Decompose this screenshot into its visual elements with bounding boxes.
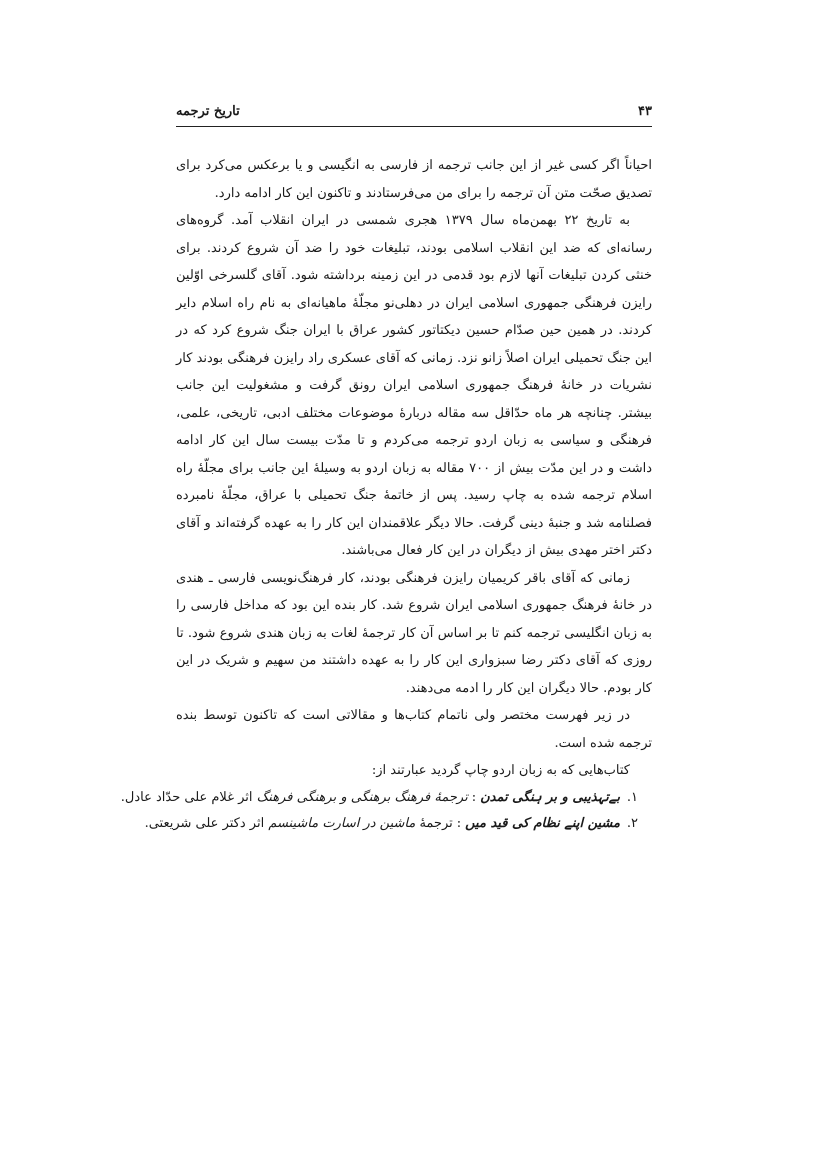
list-item: [144, 811, 638, 837]
paragraph-3: زمانی که آقای باقر کریمیان رایزن فرهنگی بودند، کار فرهنگ‌نویسی فارسی ـ هندی در خانهٔ فرهنگ جمهوری اسلامی ایران شروع شد. کار بنده این بود که مداخل فارسی را به زبان انگلیسی ترجمه کنم تا بر اساس آن کار ترجمهٔ لغات به زبان هندی شروع شود. تا روزی که آقای دکتر رضا سبزواری این کار را به عهده داشتند من سهیم و شریک در این کار بودم. حالا دیگران این کار را ادمه می‌دهند.: [176, 570, 652, 696]
book-author: اثر غلام علی حدّاد عادل.: [120, 789, 257, 805]
book-description-prefix: ترجمهٔ: [415, 815, 453, 831]
list-item-number: ۲.: [626, 815, 638, 831]
list-item-separator: :: [471, 789, 477, 805]
page-number: ۴۳: [638, 104, 652, 119]
book-persian-title: ماشین در اسارت ماشینسم: [268, 815, 416, 831]
urdu-book-title: بےتہذیبی و بر ہنگی تمدن: [480, 789, 620, 805]
book-description: [121, 785, 468, 811]
paragraph-5: کتاب‌هایی که به زبان اردو چاپ گردید عبارتند از:: [371, 763, 630, 778]
urdu-book-title: مشین اپنے نظام کی قید میں: [465, 815, 620, 831]
paragraph-4: در زیر فهرست مختصر ولی ناتمام کتاب‌ها و مقالاتی است که تاکنون توسط بنده ترجمه شده است.: [176, 708, 652, 751]
paragraph-1: احیاناً اگر کسی غیر از این جانب ترجمه از فارسی به انگیسی و یا برعکس می‌کرد برای تصدیق صحّت متن آن ترجمه را برای من می‌فرستادند و تاکنون این کار ادامه دارد.: [176, 158, 652, 201]
paragraph-2: به تاریخ ۲۲ بهمن‌ماه سال ۱۳۷۹ هجری شمسی در ایران انقلاب آمد. گروه‌های رسانه‌ای که ضد این انقلاب اسلامی بودند، تبلیغات خود را ضد آن شروع کردند. برای خنثی کردن تبلیغات آنها لازم بود قدمی در این زمینه برداشته شود. آقای گلسرخی اوّلین رایزن فرهنگی جمهوری اسلامی ایران در دهلی‌نو مجلّهٔ ماهیانه‌ای به نام راه اسلام دایر کردند. در همین حین صدّام حسین دیکتاتور کشور عراق با ایران جنگ شروع کرد که در این جنگ تحمیلی ایران اصلاً زانو نزد. زمانی که آقای عسکری راد رایزن فرهنگی بودند کار نشریات در خانهٔ فرهنگ جمهوری اسلامی ایران رونق گرفت و مشغولیت این جانب بیشتر. چنانچه هر ماه حدّاقل سه مقاله دربارهٔ موضوعات مختلف ادبی، تاریخی، علمی، فرهنگی و سیاسی به زبان اردو ترجمه می‌کردم و تا مدّت بیست سال این کار ادامه داشت و در این مدّت بیش از ۷۰۰ مقاله به زبان اردو به وسیلهٔ این جانب برای مجلّهٔ راه اسلام ترجمه شده به چاپ رسید. پس از خاتمهٔ جنگ تحمیلی با عراق، مجلّهٔ نامبرده فصلنامه شد و جنبهٔ دینی گرفت. حالا دیگر علاقمندان این کار را به عهده گرفته‌اند و آقای دکتر اختر مهدی بیش از دیگران در این کار فعال می‌باشند.: [176, 213, 652, 558]
list-item-separator: :: [456, 815, 462, 831]
page-header: [176, 100, 652, 127]
list-item-number: ۱.: [626, 789, 638, 805]
book-list: [120, 785, 652, 837]
list-item: [120, 785, 638, 811]
book-persian-title: ترجمهٔ فرهنگ برهنگی و برهنگی فرهنگ: [256, 789, 468, 805]
body-text: [120, 152, 652, 837]
book-author: اثر دکتر علی شریعتی.: [144, 815, 269, 831]
running-title: تاریخ ترجمه: [176, 104, 240, 119]
book-description: [145, 811, 453, 837]
